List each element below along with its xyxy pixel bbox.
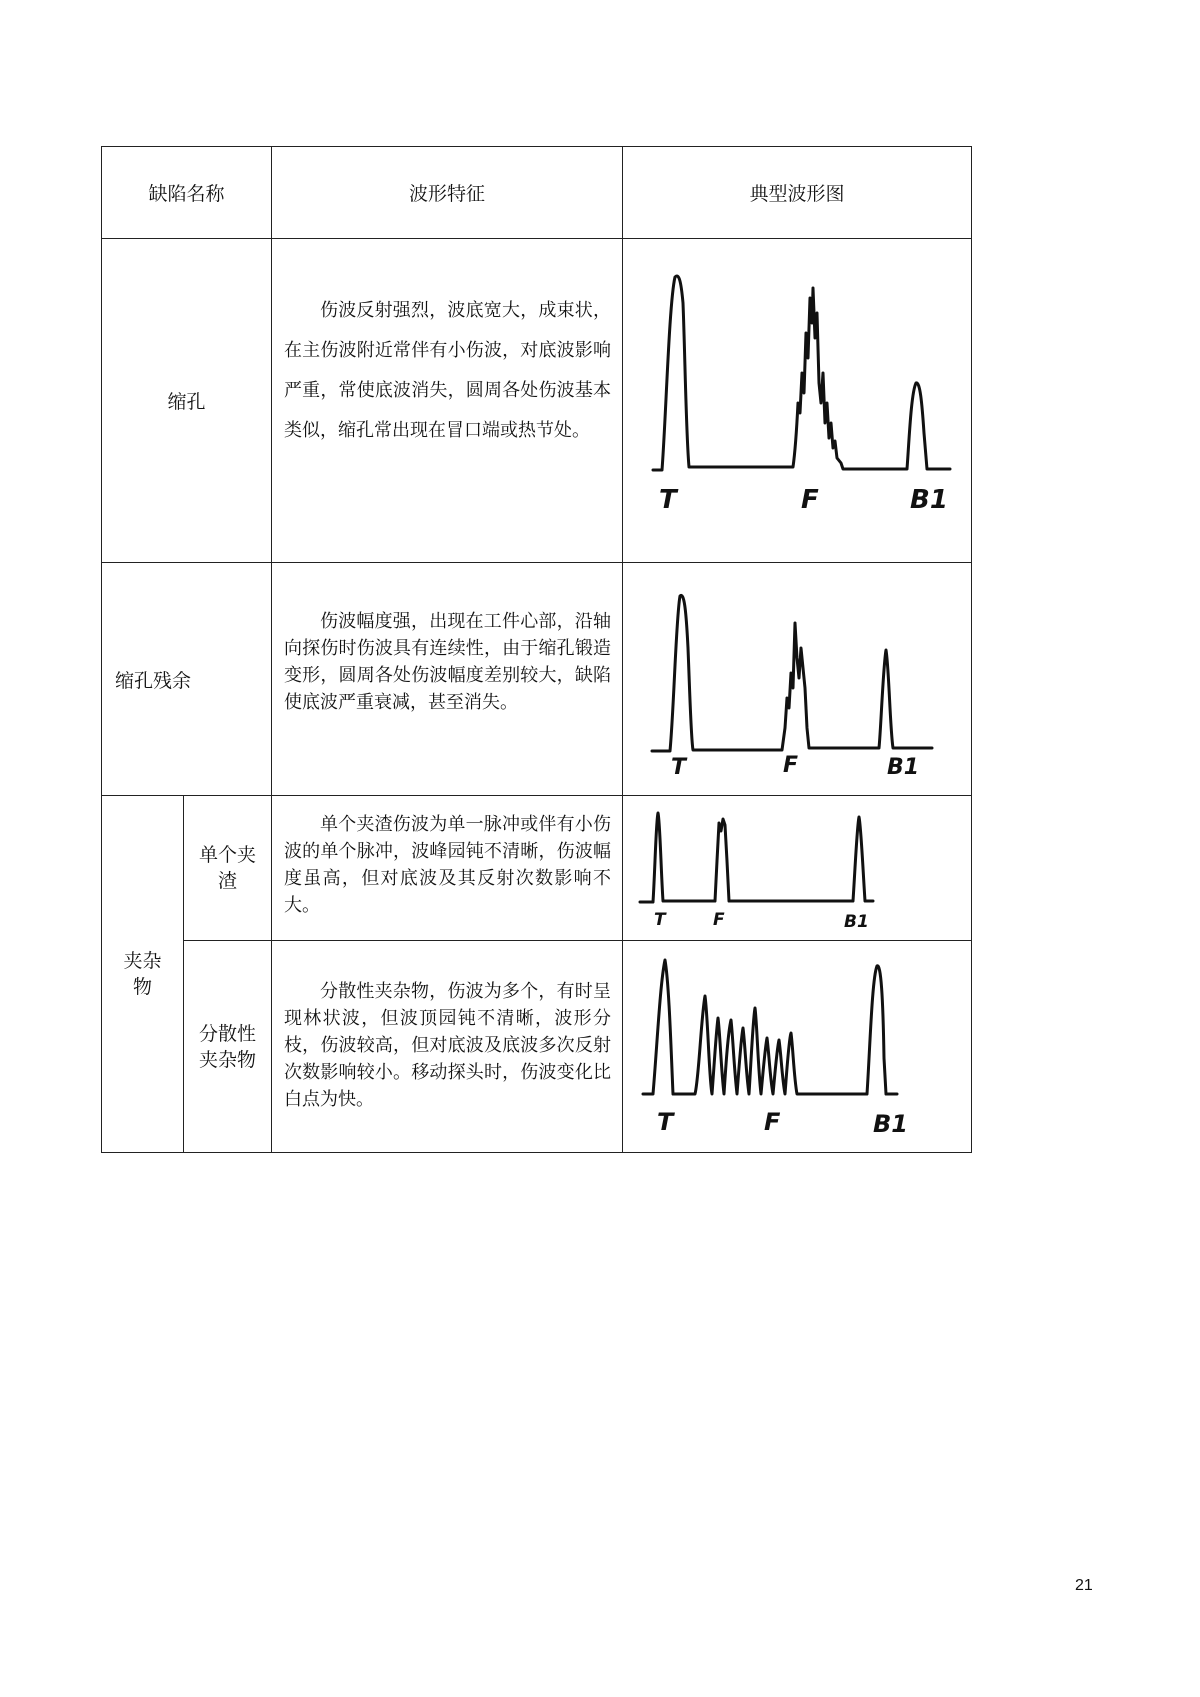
row-dispersed-inclusions-name: 分散性夹杂物	[198, 1022, 256, 1071]
row-single-slag-description: 单个夹渣伤波为单一脉冲或伴有小伤波的单个脉冲，波峰园钝不清晰，伤波幅度虽高，但对底波及其反射次数影响不大。	[284, 814, 611, 916]
label-t: T	[657, 1108, 674, 1136]
row-single-slag-waveform	[637, 801, 877, 931]
row-dispersed-inclusions-waveform	[637, 948, 957, 1148]
header-waveform-feature: 波形特征	[408, 183, 485, 205]
label-f: F	[801, 485, 819, 513]
header-defect-name: 缺陷名称	[148, 183, 225, 205]
waveform-trace	[653, 276, 950, 470]
label-f: F	[713, 910, 725, 930]
waveform-trace	[652, 595, 932, 751]
row-shrinkage-description: 伤波反射强烈，波底宽大，成束状，在主伤波附近常伴有小伤波，对底波影响严重，常使底波消失，圆周各处伤波基本类似，缩孔常出现在冒口端或热节处。	[284, 300, 611, 441]
group-inclusions-name: 夹杂物	[123, 950, 162, 998]
row-residual-shrinkage-name: 缩孔残余	[115, 669, 192, 692]
label-f: F	[764, 1108, 781, 1136]
row-dispersed-inclusions-description: 分散性夹杂物，伤波为多个，有时呈现林状波，但波顶园钝不清晰，波形分枝，伤波较高，但对底波及底波多次反射次数影响较小。移动探头时，伤波变化比白点为快。	[284, 981, 611, 1110]
header-typical-waveform: 典型波形图	[749, 183, 845, 205]
row-residual-shrinkage-waveform	[649, 578, 949, 778]
row-single-slag-name: 单个夹渣	[198, 844, 256, 892]
label-b1: B1	[844, 912, 869, 931]
label-b1: B1	[887, 755, 920, 778]
label-t: T	[654, 910, 666, 930]
row-residual-shrinkage-description: 伤波幅度强，出现在工件心部，沿轴向探伤时伤波具有连续性，由于缩孔锻造变形，圆周各处伤波幅度差别较大，缺陷使底波严重衰减，甚至消失。	[284, 611, 611, 713]
label-b1: B1	[910, 485, 948, 513]
label-t: T	[659, 485, 677, 513]
waveform-trace	[643, 960, 897, 1094]
row-shrinkage-name: 缩孔	[167, 391, 206, 413]
label-b1: B1	[873, 1110, 908, 1138]
page-number: 21	[1075, 1577, 1093, 1594]
waveform-trace	[640, 813, 873, 902]
row-shrinkage-waveform	[645, 263, 955, 513]
label-f: F	[783, 753, 799, 778]
label-t: T	[671, 755, 687, 778]
defect-table	[101, 146, 972, 1153]
